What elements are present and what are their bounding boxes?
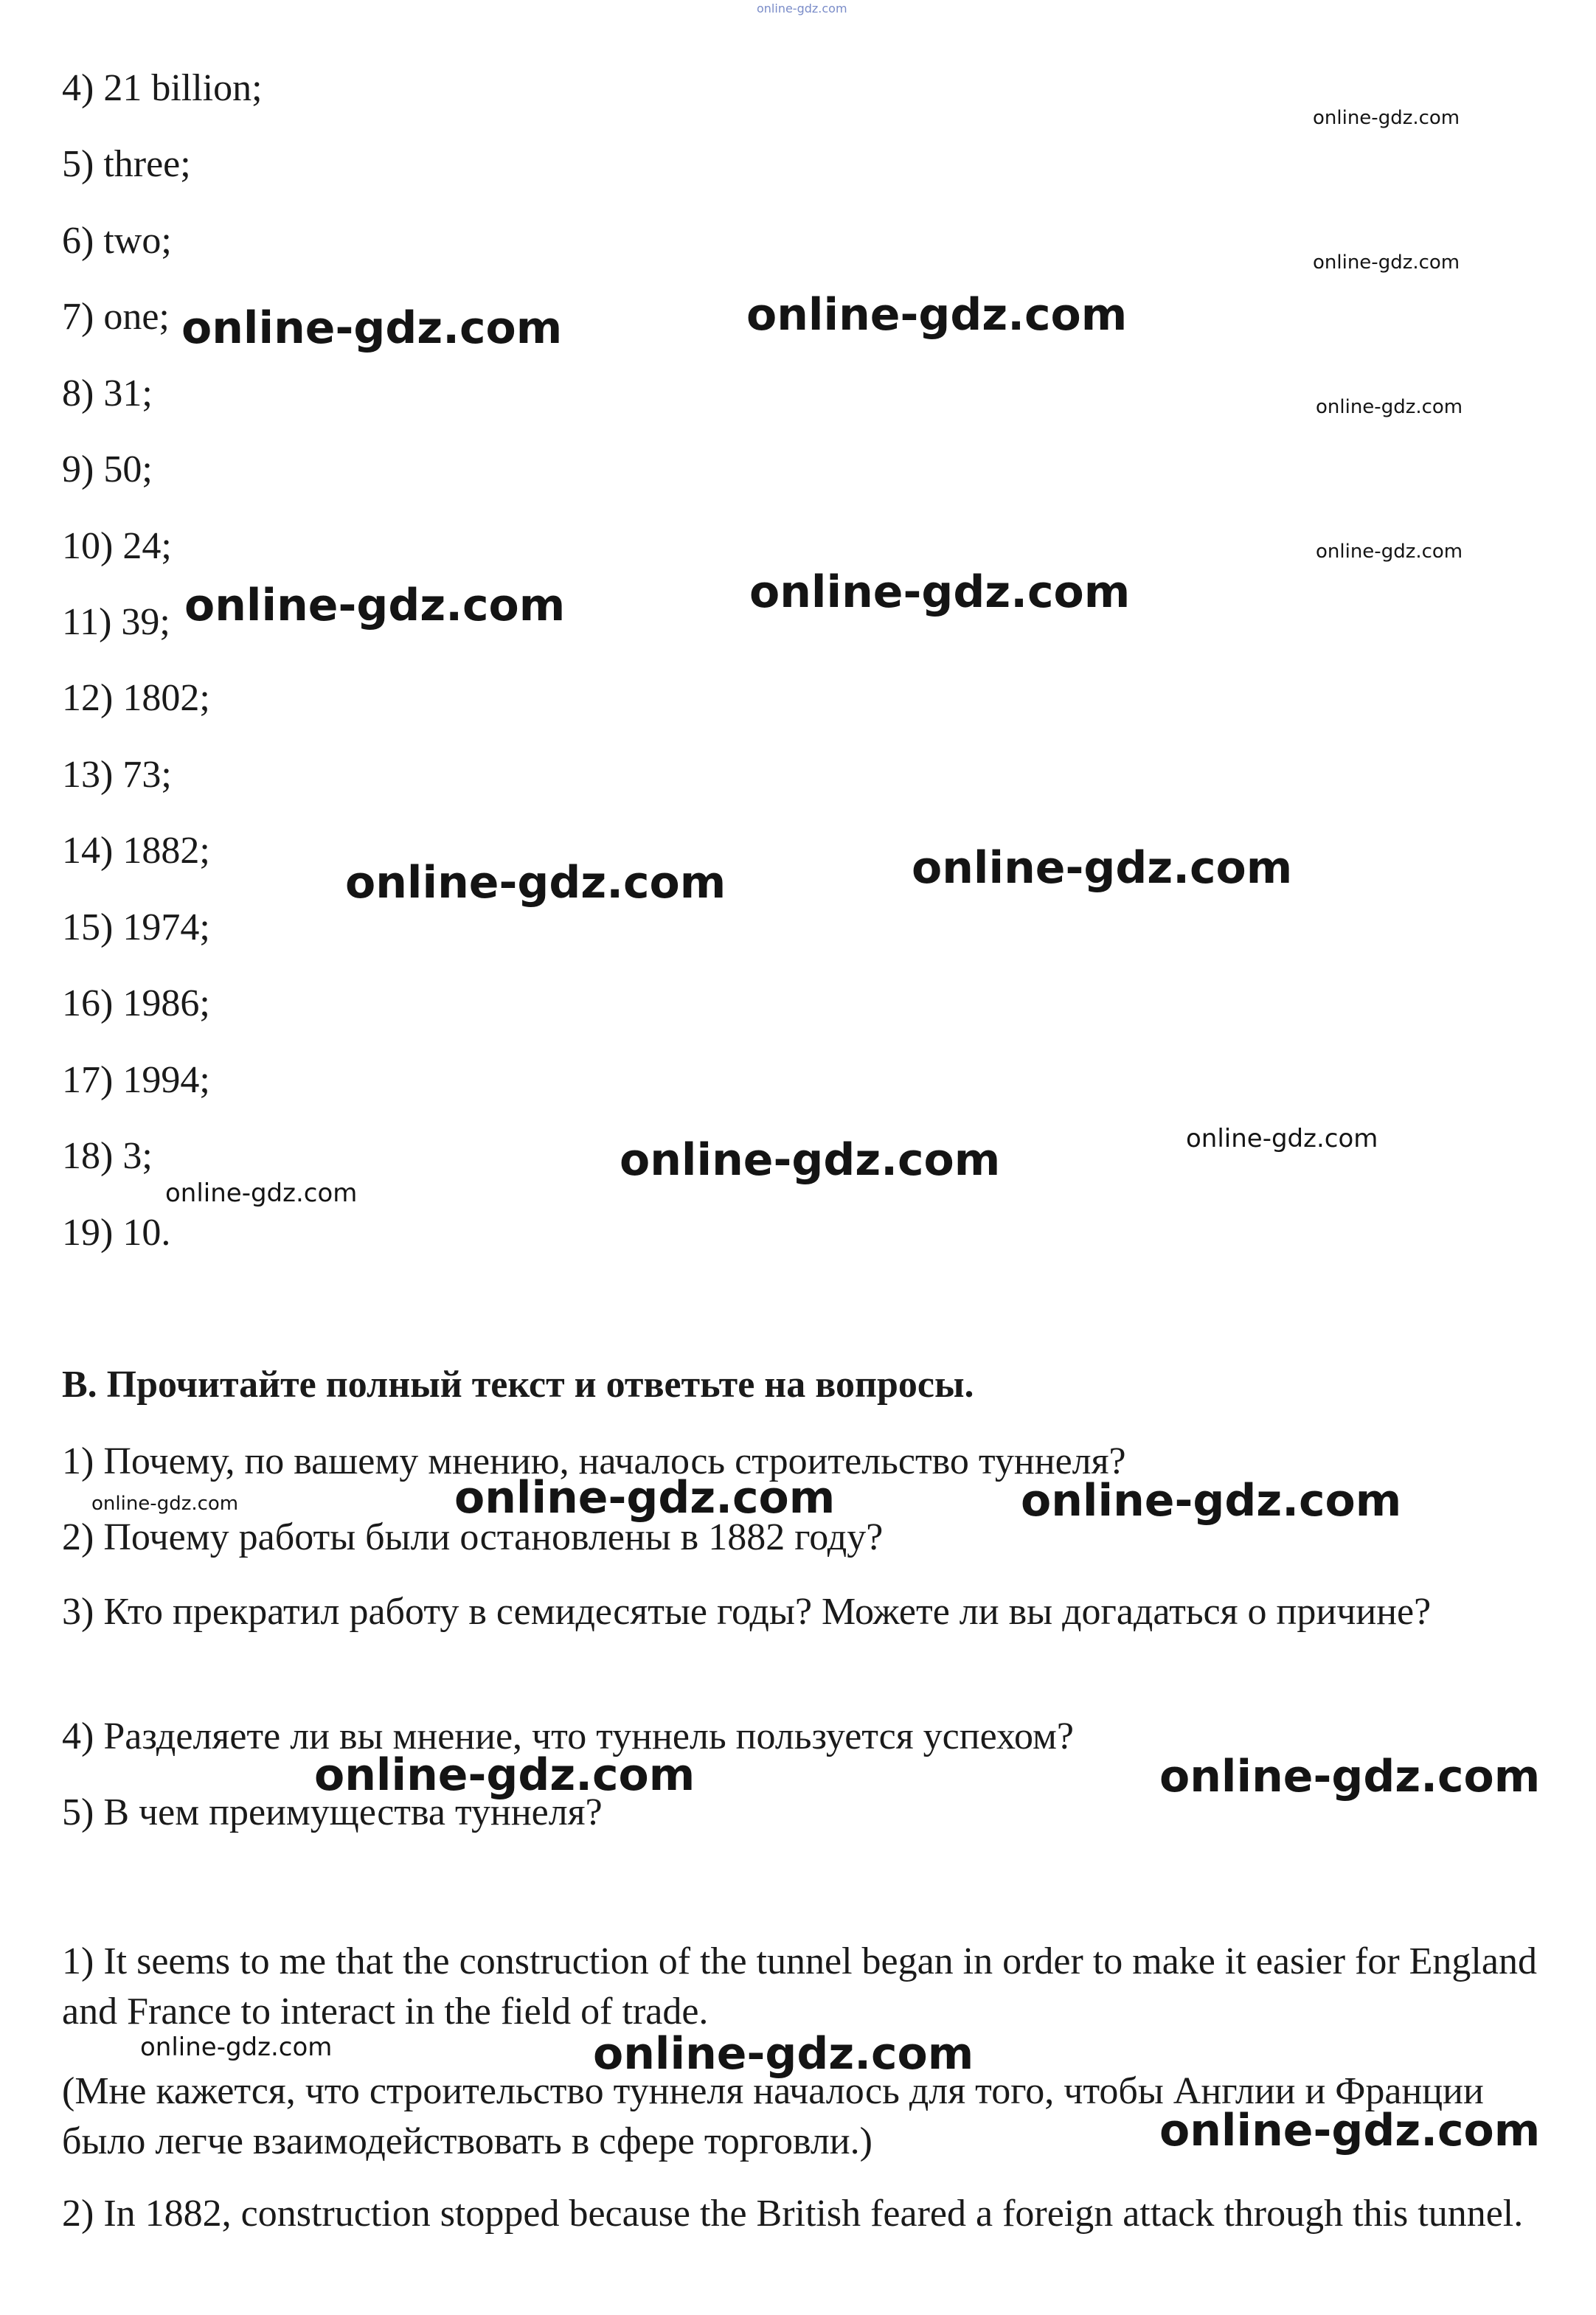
list-item: 6) two; (62, 220, 172, 262)
watermark: online-gdz.com (91, 1493, 239, 1515)
watermark: online-gdz.com (593, 2028, 974, 2080)
watermark: online-gdz.com (1316, 396, 1463, 418)
list-item: 17) 1994; (62, 1059, 210, 1101)
watermark: online-gdz.com (454, 1472, 836, 1524)
watermark: online-gdz.com (1021, 1475, 1402, 1527)
question-item: 2) Почему работы были остановлены в 1882 году? (62, 1516, 884, 1558)
watermark: online-gdz.com (620, 1134, 1001, 1186)
list-item: 7) one; (62, 296, 170, 338)
question-item: 1) Почему, по вашему мнению, началось строительство туннеля? (62, 1440, 1126, 1482)
watermark: online-gdz.com (746, 289, 1128, 341)
list-item: 9) 50; (62, 448, 153, 490)
watermark: online-gdz.com (314, 1749, 695, 1801)
watermark: online-gdz.com (140, 2033, 333, 2062)
list-item: 8) 31; (62, 372, 153, 414)
watermark: online-gdz.com (1316, 541, 1463, 563)
answer-paragraph: 1) It seems to me that the construction of the tunnel began in order to make it easier for England and France to interact in the field of trade. (62, 1940, 1537, 2033)
watermark: online-gdz.com (1159, 1751, 1541, 1802)
watermark: online-gdz.com (912, 842, 1293, 894)
list-item: 4) 21 billion; (62, 67, 263, 109)
watermark: online-gdz.com (184, 580, 566, 631)
list-item: 18) 3; (62, 1135, 153, 1177)
answer-paragraph: 2) In 1882, construction stopped because the British feared a foreign attack through this tunnel. (62, 2193, 1524, 2235)
watermark: online-gdz.com (1186, 1124, 1378, 1153)
list-item: 11) 39; (62, 601, 170, 643)
watermark: online-gdz.com (1313, 251, 1460, 274)
list-item: 19) 10. (62, 1212, 171, 1254)
watermark: online-gdz.com (345, 857, 726, 909)
list-item: 14) 1882; (62, 830, 210, 872)
list-item: 15) 1974; (62, 906, 210, 948)
watermark: online-gdz.com (181, 302, 563, 354)
answer-translation: (Мне кажется, что строительство туннеля началось для того, чтобы Англии и Франции было легче взаимодействовать в сфере торговли.) (62, 2070, 1484, 2162)
question-item: 5) В чем преимущества туннеля? (62, 1791, 603, 1833)
list-item: 16) 1986; (62, 982, 210, 1024)
section-heading: B. Прочитайте полный текст и ответьте на вопросы. (62, 1364, 974, 1406)
list-item: 5) three; (62, 143, 191, 185)
question-item: 4) Разделяете ли вы мнение, что туннель пользуется успехом? (62, 1715, 1074, 1757)
list-item: 12) 1802; (62, 677, 210, 719)
watermark: online-gdz.com (749, 566, 1131, 618)
watermark: online-gdz.com (1313, 107, 1460, 129)
list-item: 13) 73; (62, 754, 172, 796)
list-item: 10) 24; (62, 525, 172, 567)
watermark: online-gdz.com (1159, 2105, 1541, 2156)
watermark-top: online-gdz.com (757, 1, 847, 15)
question-item: 3) Кто прекратил работу в семидесятые годы? Можете ли вы догадаться о причине? (62, 1591, 1432, 1633)
watermark: online-gdz.com (165, 1179, 358, 1208)
